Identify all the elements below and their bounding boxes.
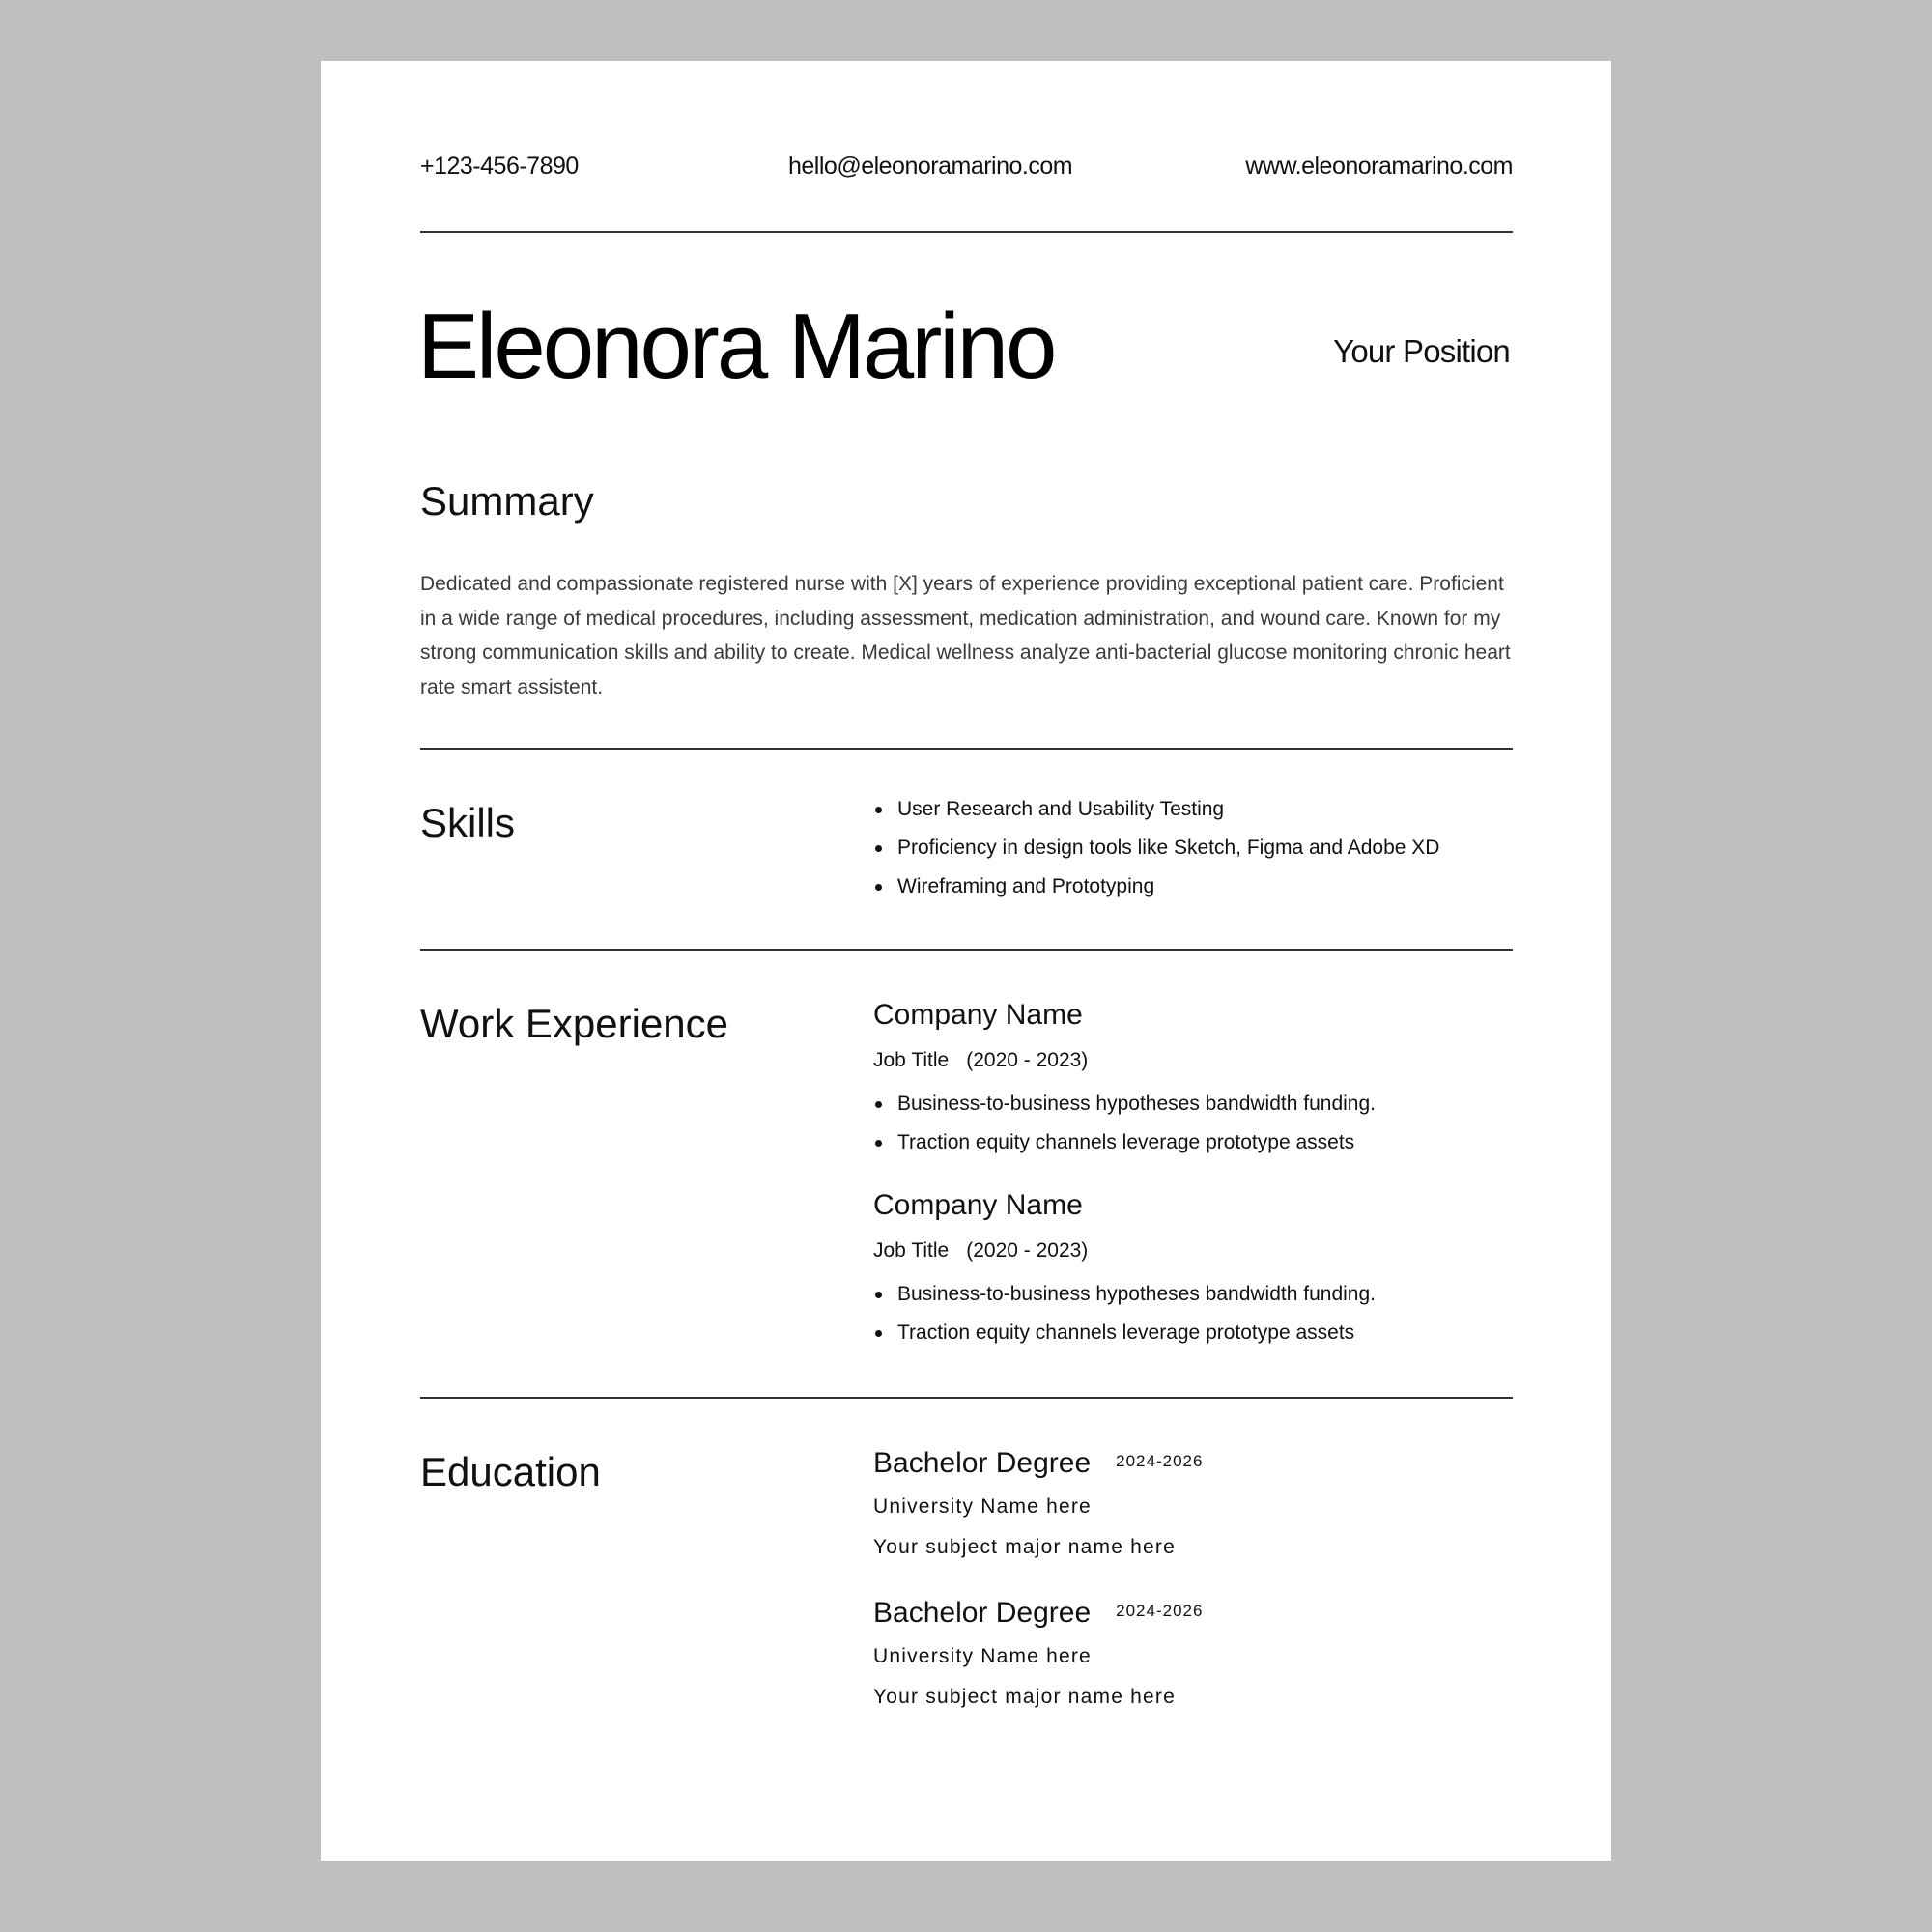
job-title-line [873,1049,1511,1072]
list-item: Traction equity channels leverage prototype assets [873,1123,1511,1162]
work-experience-heading: Work Experience [420,1001,729,1046]
list-item: Proficiency in design tools like Sketch, Figma and Adobe XD [873,829,1511,867]
job-dates: (2020 - 2023) [966,1049,1089,1071]
job-title: Job Title [873,1239,950,1262]
degree-line [873,1599,1511,1628]
summary-heading: Summary [420,478,594,524]
contact-phone: +123-456-7890 [420,153,579,180]
degree-name: Bachelor Degree [873,1597,1092,1629]
divider [420,949,1513,951]
list-item: Business-to-business hypotheses bandwidth funding. [873,1275,1511,1314]
company-name: Company Name [873,1189,1083,1221]
divider [420,1397,1513,1399]
list-item: Traction equity channels leverage prototype assets [873,1314,1511,1352]
job-dates: (2020 - 2023) [966,1239,1089,1262]
list-item: User Research and Usability Testing [873,790,1511,829]
skills-heading: Skills [420,800,516,845]
degree-line [873,1449,1511,1478]
job-title: Job Title [873,1049,950,1071]
education-heading: Education [420,1449,601,1494]
degree-years: 2024-2026 [1116,1602,1204,1620]
candidate-position: Your Position [1333,333,1510,369]
candidate-name: Eleonora Marino [417,295,1055,398]
summary-text: Dedicated and compassionate registered nurse with [X] years of experience providing exceptional patient care. Proficient in a wide range of medical procedures, including assessment, medication administration, and wound care. Known for my strong communication skills and ability to create. Medical wellness analyze anti-bacterial glucose monitoring chronic heart rate smart assistent. [420,573,1511,698]
education-entry [873,1449,1511,1559]
education-entry [873,1599,1511,1709]
job-entry [873,1001,1511,1162]
list-item: Business-to-business hypotheses bandwidth funding. [873,1085,1511,1123]
job-bullets [873,1275,1511,1352]
university-name: University Name here [873,1645,1092,1667]
degree-years: 2024-2026 [1116,1452,1204,1470]
job-title-line [873,1239,1511,1263]
divider [420,748,1513,750]
subject-major: Your subject major name here [873,1686,1176,1708]
company-name: Company Name [873,999,1083,1031]
skills-list [873,790,1511,906]
subject-major: Your subject major name here [873,1536,1176,1558]
contact-email: hello@eleonoramarino.com [788,153,1073,180]
contact-website: www.eleonoramarino.com [1245,153,1513,180]
list-item: Wireframing and Prototyping [873,867,1511,906]
university-name: University Name here [873,1495,1092,1518]
resume-page [321,61,1611,1861]
degree-name: Bachelor Degree [873,1447,1092,1479]
job-entry [873,1191,1511,1352]
divider [420,231,1513,233]
job-bullets [873,1085,1511,1162]
